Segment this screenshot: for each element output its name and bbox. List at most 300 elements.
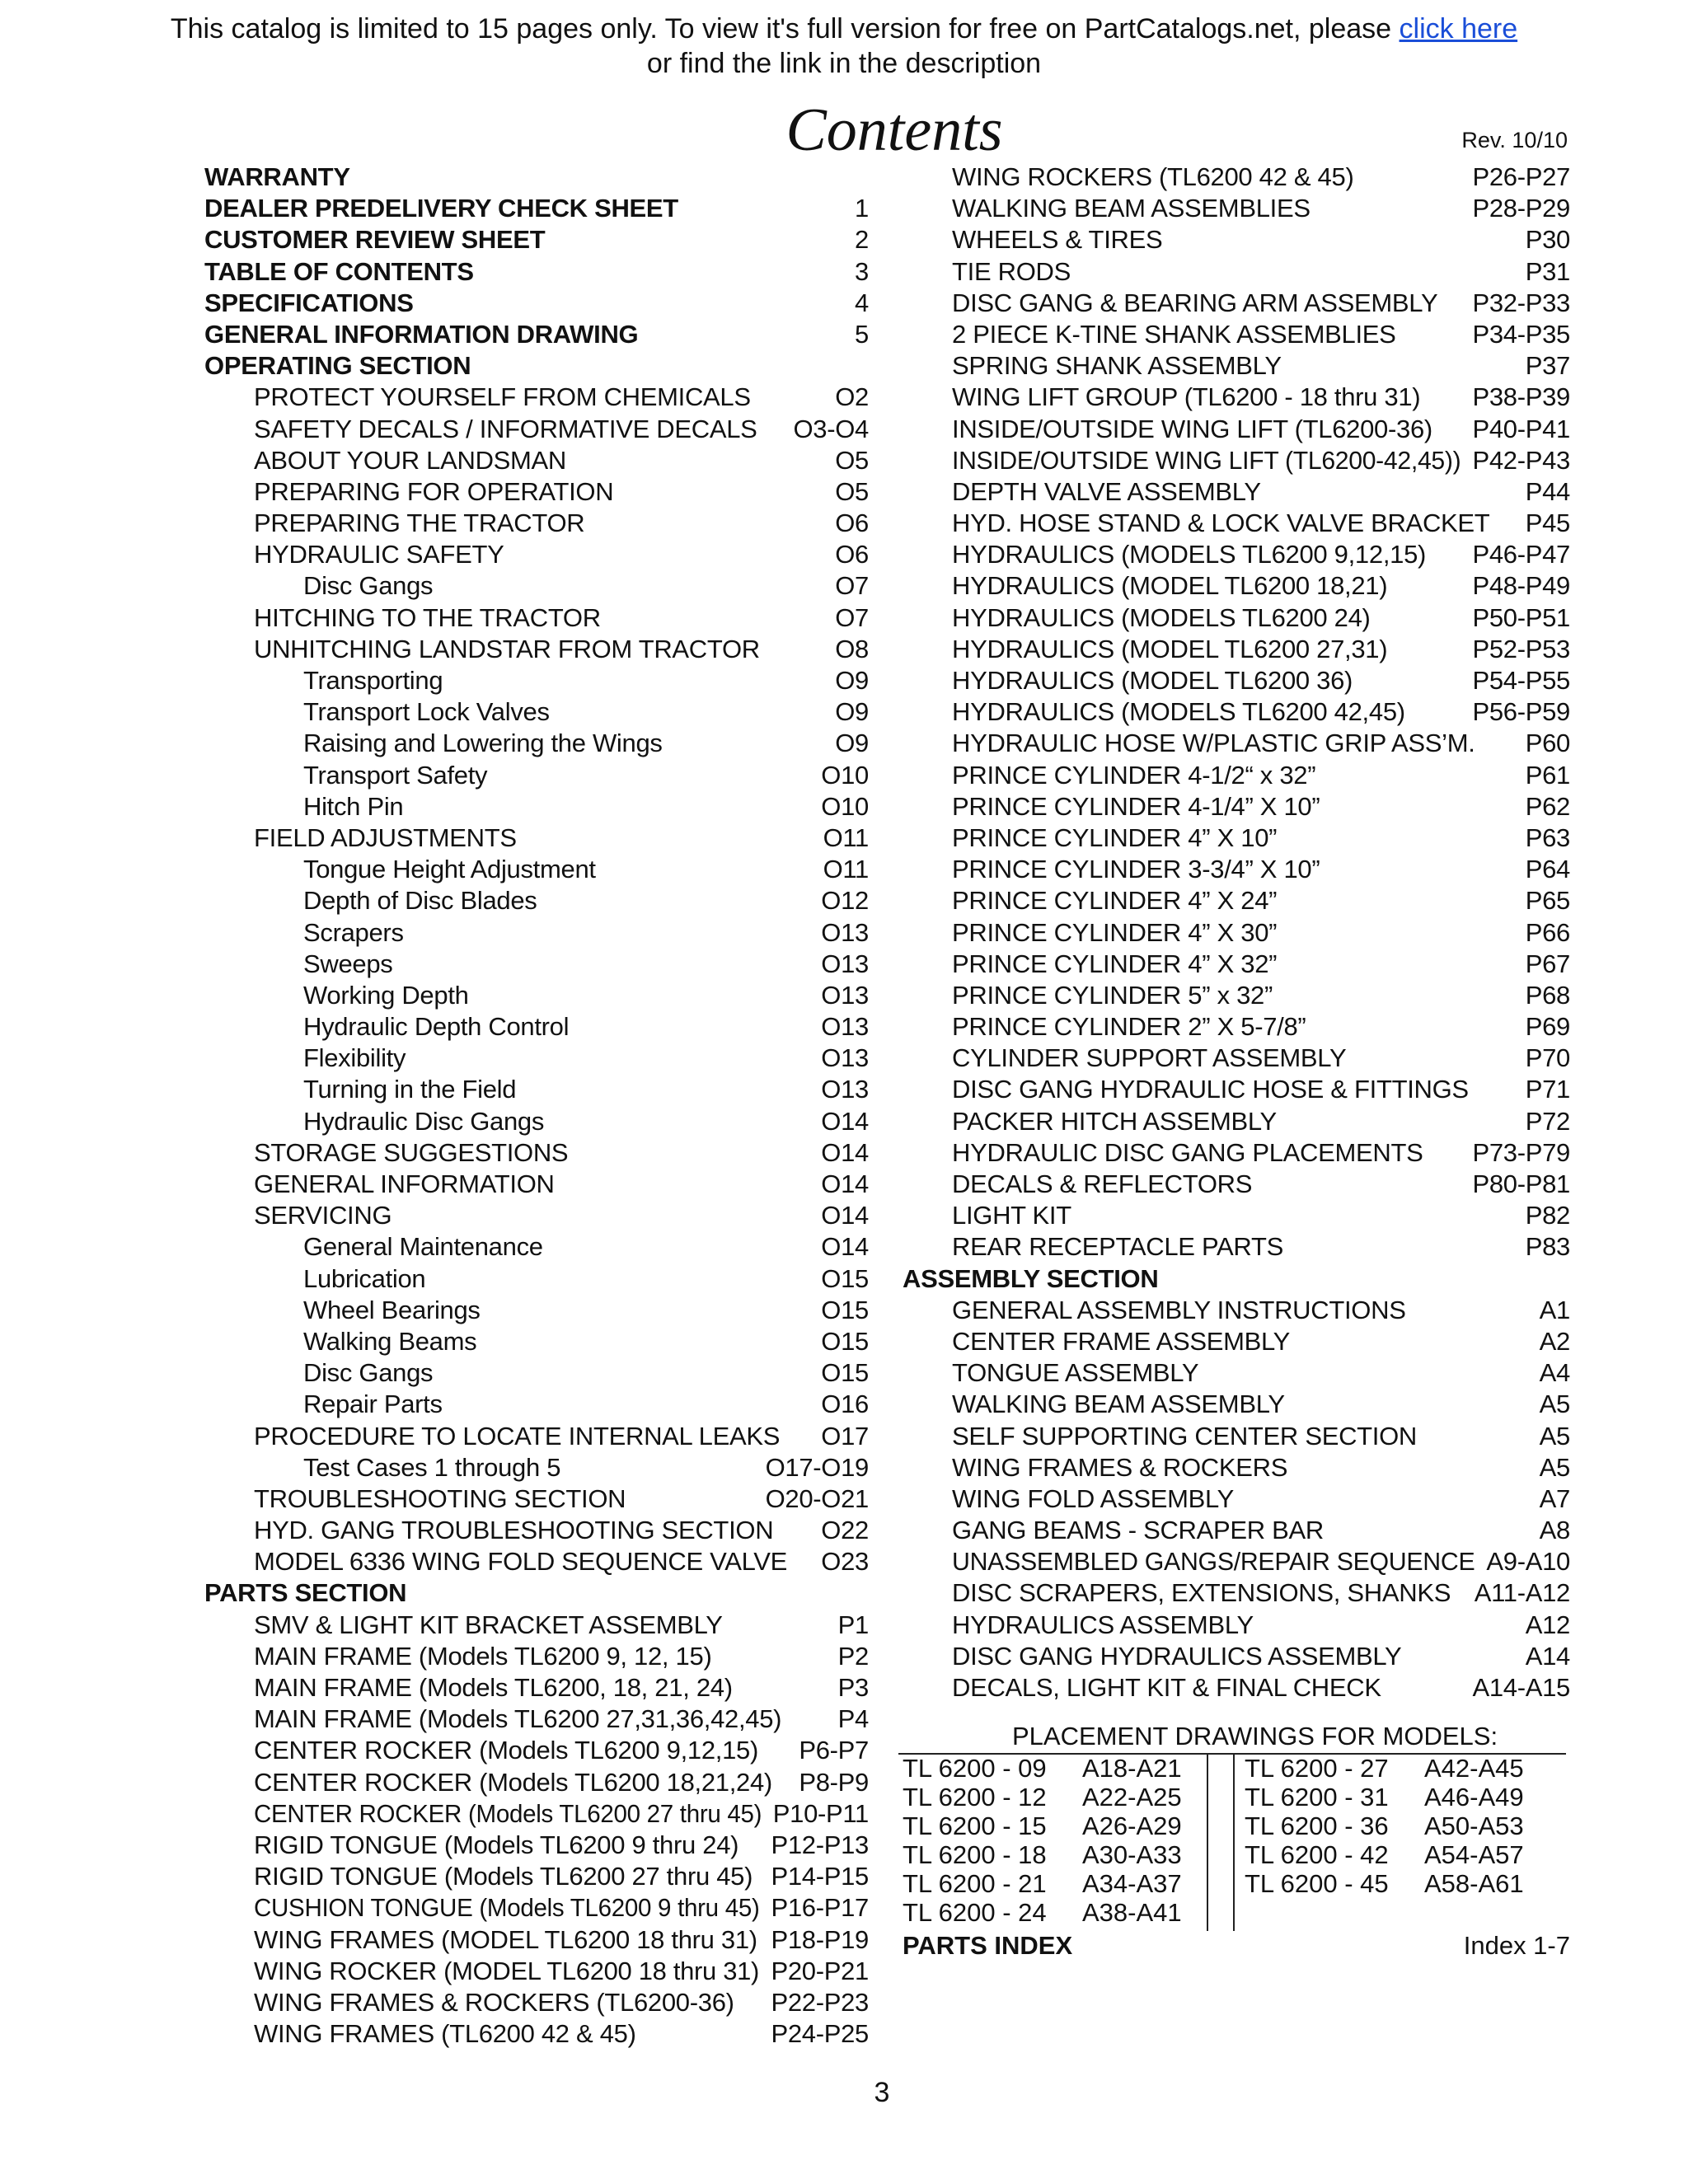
toc-entry-page: O3-O4 (793, 414, 869, 443)
placement-model-name: TL 6200 - 15 (903, 1811, 1047, 1840)
toc-entry[interactable] (903, 980, 1570, 1011)
toc-section-heading[interactable] (204, 350, 869, 382)
toc-section-heading[interactable] (204, 319, 869, 350)
toc-entry-title: Disc Gangs (303, 1358, 434, 1388)
toc-entry[interactable] (204, 1043, 869, 1074)
toc-entry-title: WING FRAMES (TL6200 42 & 45) (254, 2019, 636, 2049)
toc-entry[interactable] (204, 1956, 869, 1987)
toc-entry-page: P60 (1525, 729, 1570, 758)
toc-entry[interactable] (204, 1263, 869, 1295)
toc-entry-page: P46-P47 (1472, 540, 1570, 569)
toc-entry-title: SPECIFICATIONS (204, 288, 414, 317)
toc-entry[interactable] (204, 823, 869, 854)
toc-entry-page: P20-P21 (771, 1956, 869, 1985)
placement-model-pages: A18-A21 (1082, 1754, 1182, 1783)
toc-entry[interactable] (204, 602, 869, 634)
toc-entry-page: P37 (1525, 351, 1570, 381)
placement-model-name: TL 6200 - 12 (903, 1783, 1047, 1811)
toc-entry-page: P6-P7 (799, 1736, 869, 1765)
toc-entry-title: SMV & LIGHT KIT BRACKET ASSEMBLY (254, 1610, 723, 1639)
toc-entry-title: General Maintenance (303, 1232, 543, 1262)
toc-entry-title: PREPARING THE TRACTOR (254, 509, 585, 538)
toc-entry-title: INSIDE/OUTSIDE WING LIFT (TL6200-36) (952, 414, 1432, 443)
toc-entry-title: PARTS SECTION (204, 1578, 407, 1608)
toc-entry[interactable] (204, 1389, 869, 1420)
toc-entry[interactable] (903, 1546, 1570, 1577)
toc-entry[interactable] (204, 570, 869, 602)
toc-entry-page: P56-P59 (1472, 697, 1570, 727)
toc-entry[interactable] (204, 949, 869, 980)
toc-entry-page: P80-P81 (1472, 1169, 1570, 1198)
toc-entry-title: Lubrication (303, 1263, 426, 1293)
toc-entry-title: DISC GANG & BEARING ARM ASSEMBLY (952, 288, 1438, 317)
toc-entry[interactable] (204, 854, 869, 885)
toc-entry-title: Disc Gangs (303, 571, 434, 601)
page-number: 3 (874, 2077, 890, 2108)
toc-entry[interactable] (204, 1011, 869, 1043)
toc-entry-page: 5 (855, 319, 869, 349)
toc-section-heading[interactable] (204, 288, 869, 319)
toc-entry[interactable] (204, 1672, 869, 1704)
placement-column-rule-1 (1207, 1754, 1208, 1931)
toc-entry-title: SERVICING (254, 1201, 392, 1230)
toc-entry[interactable] (204, 980, 869, 1011)
toc-entry-page: P66 (1525, 917, 1570, 947)
toc-entry-page: O14 (821, 1137, 869, 1167)
toc-entry[interactable] (204, 1326, 869, 1357)
toc-entry[interactable] (204, 1295, 869, 1326)
toc-entry-title: Tongue Height Adjustment (303, 855, 596, 884)
toc-entry-title: CENTER ROCKER (Models TL6200 18,21,24) (254, 1767, 772, 1797)
toc-entry-title: REAR RECEPTACLE PARTS (952, 1232, 1283, 1262)
toc-entry[interactable] (903, 1295, 1570, 1326)
toc-entry-page: O14 (821, 1232, 869, 1262)
toc-entry[interactable] (903, 1137, 1570, 1169)
toc-entry-title: INSIDE/OUTSIDE WING LIFT (TL6200-42,45)) (952, 445, 1461, 475)
toc-entry-page: O7 (835, 602, 869, 632)
toc-entry[interactable] (204, 1861, 869, 1892)
toc-entry-title: RIGID TONGUE (Models TL6200 9 thru 24) (254, 1830, 739, 1859)
toc-section-heading[interactable] (204, 193, 869, 224)
toc-entry-page: P67 (1525, 949, 1570, 978)
placement-model-pages: A42-A45 (1424, 1754, 1524, 1783)
toc-entry-page: P14-P15 (771, 1862, 869, 1891)
toc-entry-title: WING FOLD ASSEMBLY (952, 1483, 1234, 1513)
banner-text: This catalog is limited to 15 pages only. To view it's full version for free on PartCatalogs.net, please (170, 13, 1400, 45)
click-here-link[interactable]: click here (1399, 13, 1518, 45)
toc-entry-page: P38-P39 (1472, 382, 1570, 412)
toc-entry-page: P64 (1525, 855, 1570, 884)
toc-entry[interactable] (903, 162, 1570, 193)
toc-entry-page: O22 (821, 1516, 869, 1545)
toc-entry-page: P24-P25 (771, 2019, 869, 2049)
toc-entry-page: A12 (1525, 1610, 1570, 1639)
toc-entry[interactable] (204, 476, 869, 508)
toc-entry[interactable] (204, 917, 869, 949)
toc-entry[interactable] (903, 728, 1570, 759)
toc-entry-page: P4 (837, 1704, 869, 1734)
toc-left-column (204, 162, 869, 2050)
toc-entry-title: SPRING SHANK ASSEMBLY (952, 351, 1282, 381)
toc-entry-title: WING ROCKER (MODEL TL6200 18 thru 31) (254, 1956, 760, 1985)
toc-entry-page: P65 (1525, 886, 1570, 916)
toc-entry-page: O6 (835, 509, 869, 538)
toc-entry-page: O6 (835, 540, 869, 569)
toc-entry-page: O15 (821, 1358, 869, 1388)
toc-entry[interactable] (204, 1515, 869, 1546)
toc-entry-page: O11 (823, 855, 869, 884)
toc-entry-page: P30 (1525, 225, 1570, 255)
toc-entry-page: A4 (1539, 1358, 1570, 1388)
toc-entry[interactable] (903, 256, 1570, 288)
toc-entry-page: P10-P11 (772, 1798, 869, 1828)
toc-entry[interactable] (903, 382, 1570, 413)
toc-entry-page: O9 (835, 697, 869, 727)
toc-entry[interactable] (903, 791, 1570, 823)
toc-entry-page: P34-P35 (1472, 319, 1570, 349)
toc-entry[interactable] (204, 1074, 869, 1105)
toc-entry[interactable] (903, 1672, 1570, 1704)
toc-entry-page: A7 (1539, 1483, 1570, 1513)
toc-entry[interactable] (903, 1577, 1570, 1609)
toc-entry[interactable] (204, 508, 869, 539)
toc-entry-page: P52-P53 (1472, 634, 1570, 663)
toc-entry[interactable] (204, 1735, 869, 1766)
toc-entry-title: CENTER FRAME ASSEMBLY (952, 1326, 1290, 1356)
toc-entry-title: PRINCE CYLINDER 5” x 32” (952, 980, 1273, 1010)
toc-entry-title: PRINCE CYLINDER 4-1/2“ x 32” (952, 760, 1316, 790)
toc-entry-page: P18-P19 (771, 1924, 869, 1954)
toc-entry-page: P72 (1525, 1106, 1570, 1136)
toc-entry-title: WALKING BEAM ASSEMBLY (952, 1390, 1285, 1419)
toc-entry[interactable] (903, 414, 1570, 445)
toc-entry[interactable] (903, 1421, 1570, 1452)
toc-entry-page: A2 (1539, 1326, 1570, 1356)
toc-entry-page: P28-P29 (1472, 194, 1570, 223)
toc-entry-page: O14 (821, 1201, 869, 1230)
toc-entry-title: OPERATING SECTION (204, 351, 471, 381)
toc-entry[interactable] (204, 760, 869, 791)
toc-entry-title: DISC SCRAPERS, EXTENSIONS, SHANKS (952, 1578, 1451, 1608)
placement-model-name: TL 6200 - 45 (1245, 1869, 1389, 1898)
toc-entry-title: Turning in the Field (303, 1075, 517, 1104)
toc-entry[interactable] (903, 885, 1570, 916)
toc-entry-title: CENTER ROCKER (Models TL6200 27 thru 45) (254, 1798, 762, 1828)
toc-entry-title: TIE RODS (952, 256, 1071, 286)
toc-right-column (903, 162, 1570, 1704)
toc-entry[interactable] (903, 508, 1570, 539)
toc-entry[interactable] (903, 1515, 1570, 1546)
toc-entry[interactable] (903, 193, 1570, 224)
toc-entry-page: A5 (1539, 1452, 1570, 1482)
toc-entry[interactable] (204, 634, 869, 665)
toc-entry[interactable] (903, 696, 1570, 728)
toc-entry-title: PRINCE CYLINDER 4” X 30” (952, 917, 1278, 947)
placement-drawings-heading: PLACEMENT DRAWINGS FOR MODELS: (1012, 1722, 1498, 1750)
toc-entry-title: RIGID TONGUE (Models TL6200 27 thru 45) (254, 1862, 753, 1891)
toc-entry-page: P3 (837, 1673, 869, 1702)
toc-entry[interactable] (204, 1200, 869, 1231)
parts-index-entry[interactable] (903, 1930, 1570, 1961)
banner-line-2: or find the link in the description (646, 48, 1042, 79)
toc-entry-title: TABLE OF CONTENTS (204, 256, 474, 286)
toc-entry[interactable] (204, 1610, 869, 1641)
toc-entry-title: HYDRAULICS (MODEL TL6200 27,31) (952, 634, 1388, 663)
catalog-notice-banner (0, 12, 1688, 81)
toc-entry[interactable] (903, 1483, 1570, 1515)
toc-entry-page: A5 (1539, 1390, 1570, 1419)
toc-entry-title: Hydraulic Depth Control (303, 1012, 570, 1042)
toc-entry[interactable] (903, 1357, 1570, 1389)
toc-entry-page: P26-P27 (1472, 162, 1570, 191)
toc-entry-page: P63 (1525, 823, 1570, 852)
toc-entry[interactable] (204, 1924, 869, 1956)
toc-entry-title: TONGUE ASSEMBLY (952, 1358, 1199, 1388)
toc-entry-title: PREPARING FOR OPERATION (254, 476, 614, 506)
toc-entry[interactable] (204, 1546, 869, 1577)
toc-entry-title: HYDRAULICS (MODEL TL6200 36) (952, 666, 1353, 695)
toc-entry-page: O14 (821, 1169, 869, 1198)
toc-entry-title: HYDRAULICS (MODELS TL6200 42,45) (952, 697, 1405, 727)
toc-entry[interactable] (204, 382, 869, 413)
toc-entry[interactable] (204, 665, 869, 696)
toc-entry[interactable] (903, 1106, 1570, 1137)
toc-entry[interactable] (204, 1169, 869, 1200)
toc-entry-title: PACKER HITCH ASSEMBLY (952, 1106, 1277, 1136)
toc-entry[interactable] (204, 2018, 869, 2050)
toc-entry-title: WING ROCKERS (TL6200 42 & 45) (952, 162, 1354, 191)
toc-entry[interactable] (903, 1326, 1570, 1357)
toc-entry[interactable] (204, 445, 869, 476)
toc-entry-title: HYDRAULICS (MODELS TL6200 9,12,15) (952, 540, 1427, 569)
toc-entry[interactable] (903, 854, 1570, 885)
toc-entry-page: P42-P43 (1472, 445, 1570, 475)
toc-entry-title: Scrapers (303, 917, 404, 947)
toc-entry[interactable] (204, 1704, 869, 1735)
toc-entry[interactable] (204, 1452, 869, 1483)
toc-entry[interactable] (903, 1610, 1570, 1641)
toc-section-heading[interactable] (903, 1263, 1570, 1295)
toc-entry-title: MODEL 6336 WING FOLD SEQUENCE VALVE (254, 1547, 787, 1577)
toc-entry[interactable] (204, 1137, 869, 1169)
toc-entry[interactable] (204, 1231, 869, 1263)
toc-entry-page: P68 (1525, 980, 1570, 1010)
toc-entry-page: O10 (821, 760, 869, 790)
toc-entry-title: HYDRAULIC SAFETY (254, 540, 504, 569)
toc-entry-page: O13 (821, 949, 869, 978)
placement-model-pages: A38-A41 (1082, 1898, 1182, 1927)
toc-entry[interactable] (204, 885, 869, 916)
toc-entry-title: HYDRAULICS (MODELS TL6200 24) (952, 602, 1371, 632)
toc-entry[interactable] (903, 570, 1570, 602)
toc-entry-page: 1 (855, 194, 869, 223)
toc-entry[interactable] (903, 1011, 1570, 1043)
toc-entry-title: Hydraulic Disc Gangs (303, 1106, 545, 1136)
toc-entry-page: O5 (835, 476, 869, 506)
toc-entry-page: O7 (835, 571, 869, 601)
toc-entry-page: P70 (1525, 1043, 1570, 1073)
toc-entry-page: O15 (821, 1263, 869, 1293)
toc-entry[interactable] (204, 791, 869, 823)
toc-entry-title: Transport Safety (303, 760, 488, 790)
toc-entry-page: P8-P9 (799, 1767, 869, 1797)
revision-label: Rev. 10/10 (1461, 128, 1568, 152)
toc-entry-title: CUSHION TONGUE (Models TL6200 9 thru 45) (254, 1893, 760, 1923)
toc-entry-title: WING FRAMES & ROCKERS (TL6200-36) (254, 1987, 734, 2017)
toc-entry-page: O23 (821, 1547, 869, 1577)
toc-entry-title: Walking Beams (303, 1326, 477, 1356)
toc-entry-page: P83 (1525, 1232, 1570, 1262)
toc-section-heading[interactable] (204, 256, 869, 288)
toc-entry[interactable] (903, 1231, 1570, 1263)
toc-entry[interactable] (903, 634, 1570, 665)
toc-entry[interactable] (903, 1452, 1570, 1483)
toc-entry-page: P1 (837, 1610, 869, 1639)
toc-entry-title: MAIN FRAME (Models TL6200, 18, 21, 24) (254, 1673, 733, 1702)
toc-entry-title: DECALS, LIGHT KIT & FINAL CHECK (952, 1673, 1381, 1702)
page-title: Contents (785, 96, 1003, 164)
toc-entry-title: GANG BEAMS - SCRAPER BAR (952, 1516, 1325, 1545)
toc-entry[interactable] (903, 760, 1570, 791)
toc-entry-title: HYD. HOSE STAND & LOCK VALVE BRACKET (952, 509, 1490, 538)
placement-column-rule-2 (1233, 1754, 1235, 1931)
toc-entry[interactable] (903, 1169, 1570, 1200)
toc-entry-title: PRINCE CYLINDER 4” X 10” (952, 823, 1278, 852)
toc-entry[interactable] (903, 476, 1570, 508)
toc-entry[interactable] (903, 1074, 1570, 1105)
toc-entry[interactable] (204, 1798, 869, 1830)
toc-section-heading[interactable] (204, 224, 869, 255)
toc-entry[interactable] (204, 414, 869, 445)
toc-entry[interactable] (204, 1767, 869, 1798)
toc-entry-page: A14 (1525, 1641, 1570, 1671)
placement-model-name: TL 6200 - 36 (1245, 1811, 1389, 1840)
toc-entry[interactable] (204, 539, 869, 570)
toc-entry-page: O14 (821, 1106, 869, 1136)
parts-index-label: PARTS INDEX (903, 1931, 1073, 1960)
toc-entry-title: WARRANTY (204, 162, 350, 191)
toc-entry[interactable] (903, 823, 1570, 854)
toc-entry-title: Working Depth (303, 980, 469, 1010)
toc-section-heading[interactable] (204, 1577, 869, 1609)
toc-entry-page: P12-P13 (771, 1830, 869, 1859)
toc-entry[interactable] (204, 1483, 869, 1515)
placement-model-name: TL 6200 - 24 (903, 1898, 1047, 1927)
toc-entry-page: P40-P41 (1472, 414, 1570, 443)
toc-entry-title: ABOUT YOUR LANDSMAN (254, 445, 567, 475)
toc-entry[interactable] (903, 288, 1570, 319)
toc-entry-page: O20-O21 (765, 1483, 869, 1513)
toc-entry-title: Transport Lock Valves (303, 697, 550, 727)
toc-entry-page: A14-A15 (1472, 1673, 1570, 1702)
toc-entry-page: O2 (835, 382, 869, 412)
toc-entry-page: O15 (821, 1326, 869, 1356)
toc-entry-title: HYDRAULIC DISC GANG PLACEMENTS (952, 1137, 1423, 1167)
toc-entry-title: DISC GANG HYDRAULICS ASSEMBLY (952, 1641, 1402, 1671)
toc-entry[interactable] (903, 917, 1570, 949)
toc-entry-title: CENTER ROCKER (Models TL6200 9,12,15) (254, 1736, 759, 1765)
toc-entry-page: O17 (821, 1421, 869, 1451)
toc-entry-title: DEALER PREDELIVERY CHECK SHEET (204, 194, 678, 223)
toc-entry[interactable] (903, 1200, 1570, 1231)
toc-entry-page: O8 (835, 634, 869, 663)
toc-section-heading[interactable] (204, 162, 869, 193)
toc-entry-title: DECALS & REFLECTORS (952, 1169, 1253, 1198)
toc-entry-page: O13 (821, 917, 869, 947)
toc-entry-title: PROTECT YOURSELF FROM CHEMICALS (254, 382, 751, 412)
toc-entry-title: Sweeps (303, 949, 393, 978)
toc-entry-title: Repair Parts (303, 1390, 443, 1419)
placement-model-pages: A34-A37 (1082, 1869, 1182, 1898)
toc-entry[interactable] (204, 1987, 869, 2018)
toc-entry[interactable] (204, 1830, 869, 1861)
toc-entry[interactable] (204, 1892, 869, 1924)
toc-entry-title: MAIN FRAME (Models TL6200 27,31,36,42,45) (254, 1704, 782, 1734)
toc-entry-page: P50-P51 (1472, 602, 1570, 632)
toc-entry[interactable] (903, 350, 1570, 382)
toc-entry[interactable] (903, 445, 1570, 476)
toc-entry-title: SAFETY DECALS / INFORMATIVE DECALS (254, 414, 757, 443)
toc-entry-title: DISC GANG HYDRAULIC HOSE & FITTINGS (952, 1075, 1469, 1104)
toc-entry-title: WING FRAMES (MODEL TL6200 18 thru 31) (254, 1924, 757, 1954)
toc-entry-page: O5 (835, 445, 869, 475)
toc-entry[interactable] (903, 319, 1570, 350)
toc-entry-title: CUSTOMER REVIEW SHEET (204, 225, 546, 255)
toc-entry-title: WING LIFT GROUP (TL6200 - 18 thru 31) (952, 382, 1421, 412)
toc-entry[interactable] (903, 949, 1570, 980)
toc-entry-title: Transporting (303, 666, 443, 695)
toc-entry[interactable] (903, 1043, 1570, 1074)
toc-entry-title: HITCHING TO THE TRACTOR (254, 602, 601, 632)
toc-entry[interactable] (204, 728, 869, 759)
toc-entry-page: P62 (1525, 791, 1570, 821)
toc-entry-page: P73-P79 (1472, 1137, 1570, 1167)
toc-entry[interactable] (204, 1106, 869, 1137)
toc-entry[interactable] (903, 224, 1570, 255)
placement-model-name: TL 6200 - 27 (1245, 1754, 1389, 1783)
toc-entry-page: O15 (821, 1295, 869, 1324)
toc-entry-page: O9 (835, 666, 869, 695)
placement-model-name: TL 6200 - 09 (903, 1754, 1047, 1783)
toc-entry[interactable] (204, 1421, 869, 1452)
toc-entry-page: P16-P17 (771, 1893, 869, 1923)
toc-entry-title: Raising and Lowering the Wings (303, 729, 663, 758)
toc-entry[interactable] (903, 1641, 1570, 1672)
toc-entry[interactable] (903, 602, 1570, 634)
toc-entry-page: P44 (1525, 476, 1570, 506)
toc-entry-page: P32-P33 (1472, 288, 1570, 317)
toc-entry[interactable] (903, 539, 1570, 570)
toc-entry-title: HYDRAULICS (MODEL TL6200 18,21) (952, 571, 1388, 601)
placement-model-pages: A26-A29 (1082, 1811, 1182, 1840)
toc-entry-title: ASSEMBLY SECTION (903, 1263, 1159, 1293)
toc-entry-title: PROCEDURE TO LOCATE INTERNAL LEAKS (254, 1421, 781, 1451)
toc-entry-page: O17-O19 (765, 1452, 869, 1482)
toc-entry[interactable] (903, 665, 1570, 696)
toc-entry-title: WALKING BEAM ASSEMBLIES (952, 194, 1311, 223)
toc-entry[interactable] (204, 696, 869, 728)
toc-entry-page: A8 (1539, 1516, 1570, 1545)
toc-entry-title: GENERAL INFORMATION DRAWING (204, 319, 639, 349)
toc-entry-page: P82 (1525, 1201, 1570, 1230)
toc-entry[interactable] (204, 1357, 869, 1389)
toc-entry-title: Wheel Bearings (303, 1295, 481, 1324)
toc-entry[interactable] (903, 1389, 1570, 1420)
toc-entry-title: Hitch Pin (303, 791, 404, 821)
toc-entry-title: UNHITCHING LANDSTAR FROM TRACTOR (254, 634, 760, 663)
toc-entry-title: SELF SUPPORTING CENTER SECTION (952, 1421, 1418, 1451)
toc-entry[interactable] (204, 1641, 869, 1672)
